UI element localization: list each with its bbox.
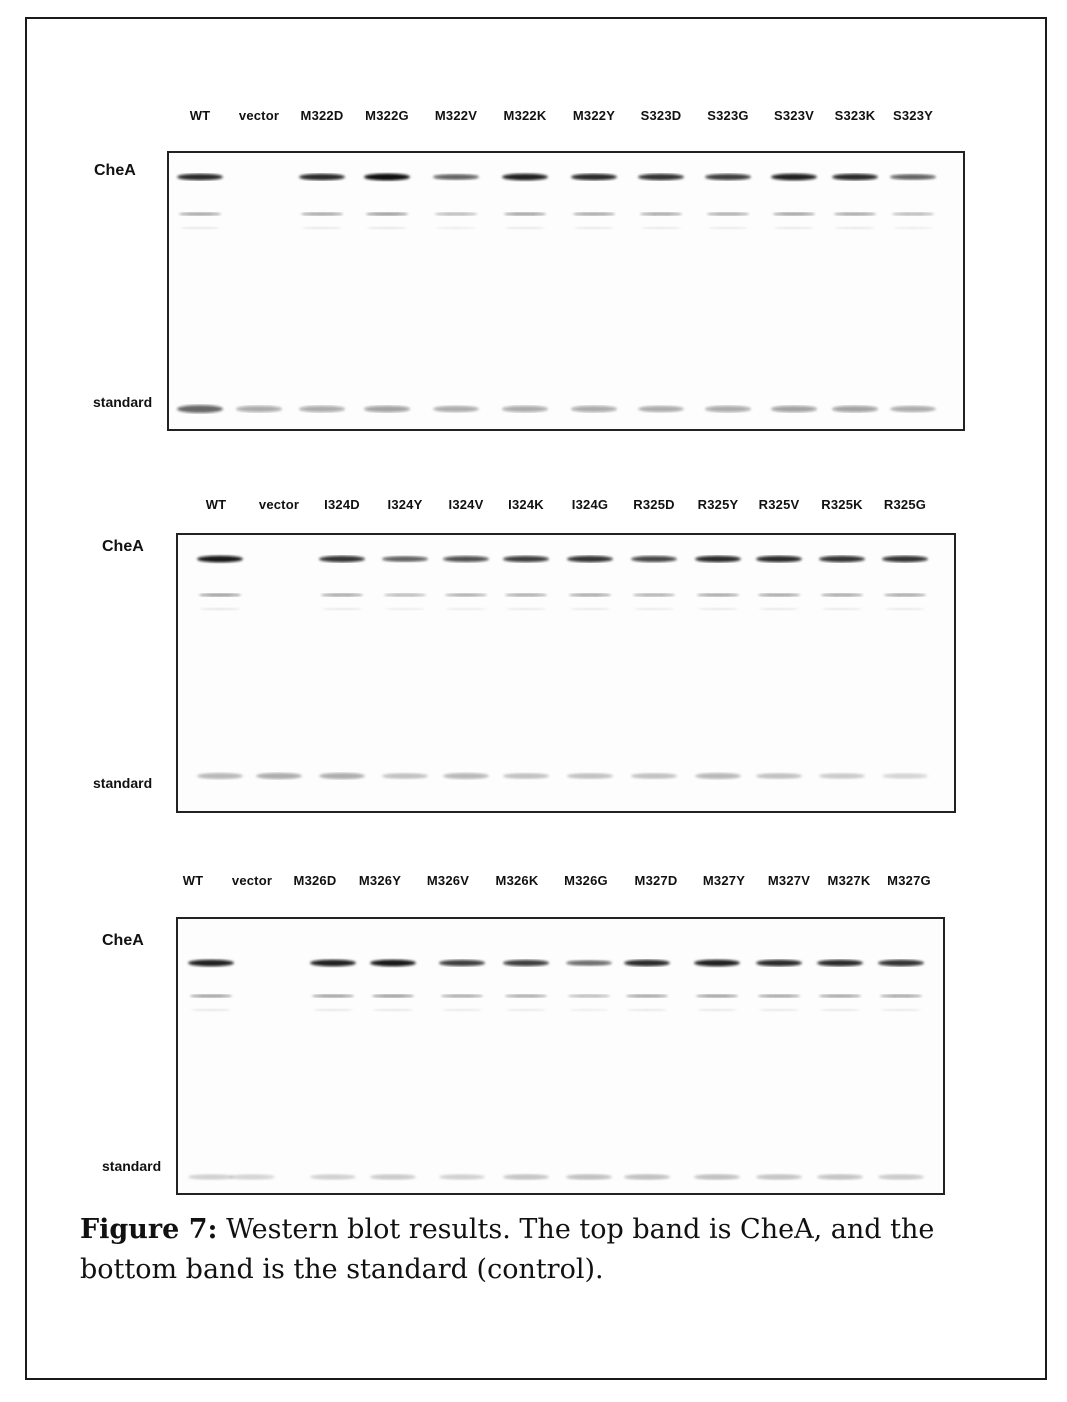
lane-label: M327Y (702, 873, 746, 888)
secondary-band (505, 995, 547, 998)
lane-label: M327G (887, 873, 931, 888)
standard-band (882, 773, 928, 778)
secondary-band (445, 594, 487, 597)
standard-band (299, 406, 345, 412)
secondary-band (697, 594, 739, 597)
faint-band (634, 608, 674, 610)
lane-label: S323Y (892, 108, 934, 123)
lane-label: R325D (633, 497, 675, 512)
standard-band (503, 1174, 549, 1180)
lane-label: S323D (640, 108, 682, 123)
chea-band (177, 174, 223, 181)
standard-band (832, 406, 878, 413)
secondary-band (707, 213, 749, 216)
lane-label: M327V (767, 873, 811, 888)
secondary-band (880, 995, 922, 998)
secondary-band (884, 594, 926, 597)
chea-band (705, 174, 751, 180)
standard-band (694, 1174, 740, 1180)
chea-band (695, 556, 741, 563)
lane-label: vector (231, 873, 273, 888)
faint-band (313, 1009, 353, 1011)
blot-membrane-3 (176, 917, 945, 1195)
lane-label: I324V (448, 497, 484, 512)
secondary-band (321, 594, 363, 597)
faint-band (505, 227, 545, 229)
standard-band (382, 773, 428, 779)
chea-band (382, 556, 428, 562)
secondary-band (696, 995, 738, 998)
standard-band (236, 406, 282, 412)
lane-label: I324Y (387, 497, 423, 512)
lane-label: R325G (883, 497, 927, 512)
faint-band (322, 608, 362, 610)
faint-band (385, 608, 425, 610)
figure-caption (80, 1210, 1010, 1290)
standard-band (878, 1174, 924, 1180)
standard-band (695, 773, 741, 779)
blot-bands (169, 153, 963, 429)
chea-band (624, 960, 670, 967)
chea-row-label: CheA (102, 538, 144, 555)
lane-label: M326D (293, 873, 337, 888)
chea-band (817, 960, 863, 967)
figure-caption-label: Figure 7: (80, 1214, 218, 1245)
faint-band (191, 1009, 231, 1011)
blot-bands (178, 535, 954, 811)
standard-band (819, 773, 865, 779)
faint-band (436, 227, 476, 229)
faint-band (446, 608, 486, 610)
lane-label: M327D (634, 873, 678, 888)
faint-band (200, 608, 240, 610)
standard-band (567, 773, 613, 779)
secondary-band (758, 995, 800, 998)
faint-band (820, 1009, 860, 1011)
chea-band (819, 556, 865, 562)
secondary-band (626, 995, 668, 998)
faint-band (708, 227, 748, 229)
secondary-band (435, 213, 477, 216)
secondary-band (441, 995, 483, 998)
lane-label: M326G (564, 873, 608, 888)
chea-band (503, 960, 549, 966)
chea-band (502, 174, 548, 181)
secondary-band (569, 594, 611, 597)
chea-band (756, 556, 802, 563)
standard-band (571, 406, 617, 412)
lane-label: I324D (324, 497, 360, 512)
lane-label: S323V (773, 108, 815, 123)
faint-band (881, 1009, 921, 1011)
lane-label: I324G (571, 497, 609, 512)
secondary-band (568, 995, 610, 998)
faint-band (442, 1009, 482, 1011)
secondary-band (301, 213, 343, 216)
standard-band (370, 1174, 416, 1180)
lane-label: S323G (707, 108, 749, 123)
secondary-band (199, 594, 241, 597)
secondary-band (640, 213, 682, 216)
secondary-band (384, 594, 426, 597)
lane-label: R325Y (697, 497, 739, 512)
faint-band (835, 227, 875, 229)
chea-band (638, 174, 684, 180)
secondary-band (773, 213, 815, 216)
standard-band (310, 1174, 356, 1179)
blot-membrane-2 (176, 533, 956, 813)
standard-band (756, 1174, 802, 1180)
faint-band (367, 227, 407, 229)
chea-band (566, 960, 612, 966)
lane-label: M322K (503, 108, 547, 123)
faint-band (822, 608, 862, 610)
standard-band (631, 773, 677, 779)
lane-label: M326K (495, 873, 539, 888)
chea-band (299, 174, 345, 181)
faint-band (574, 227, 614, 229)
standard-band (177, 405, 223, 413)
standard-band (364, 406, 410, 413)
chea-band (370, 960, 416, 967)
lane-label: M322Y (572, 108, 616, 123)
standard-band (188, 1174, 234, 1179)
lane-label: S323K (834, 108, 876, 123)
standard-band (319, 773, 365, 779)
chea-band (832, 174, 878, 181)
secondary-band (504, 213, 546, 216)
secondary-band (312, 995, 354, 998)
standard-band (229, 1174, 275, 1179)
secondary-band (573, 213, 615, 216)
standard-band (817, 1174, 863, 1180)
secondary-band (179, 213, 221, 216)
chea-band (433, 174, 479, 180)
lane-label: WT (189, 108, 211, 123)
faint-band (373, 1009, 413, 1011)
faint-band (570, 608, 610, 610)
lane-label: M322G (365, 108, 409, 123)
faint-band (774, 227, 814, 229)
secondary-band (633, 594, 675, 597)
lane-label: M326Y (358, 873, 402, 888)
standard-band (502, 406, 548, 412)
faint-band (893, 227, 933, 229)
lane-label: WT (205, 497, 227, 512)
standard-band (771, 406, 817, 413)
faint-band (506, 1009, 546, 1011)
blot-membrane-1 (167, 151, 965, 431)
chea-band (439, 960, 485, 966)
lane-label: I324K (508, 497, 544, 512)
secondary-band (834, 213, 876, 216)
lane-label: vector (238, 108, 280, 123)
chea-band (756, 960, 802, 967)
standard-band (624, 1174, 670, 1180)
faint-band (569, 1009, 609, 1011)
chea-row-label: CheA (94, 162, 136, 179)
chea-band (364, 174, 410, 181)
faint-band (641, 227, 681, 229)
chea-band (882, 556, 928, 562)
secondary-band (372, 995, 414, 998)
chea-band (878, 960, 924, 966)
lane-label: M326V (426, 873, 470, 888)
standard-band (705, 406, 751, 412)
lane-label: R325V (758, 497, 800, 512)
secondary-band (819, 995, 861, 998)
lane-label: M322D (300, 108, 344, 123)
secondary-band (821, 594, 863, 597)
chea-band (631, 556, 677, 562)
standard-band (890, 406, 936, 412)
lane-label: vector (258, 497, 300, 512)
faint-band (506, 608, 546, 610)
figure-caption-text: Western blot results. The top band is CheA, and the bottom band is the standard (control). (80, 1214, 935, 1285)
chea-band (890, 174, 936, 180)
chea-band (771, 174, 817, 181)
standard-row-label: standard (93, 775, 153, 791)
standard-row-label: standard (102, 1158, 162, 1174)
lane-label: M327K (827, 873, 871, 888)
chea-band (188, 960, 234, 967)
standard-row-label: standard (93, 394, 153, 410)
lane-label: R325K (821, 497, 863, 512)
standard-band (566, 1174, 612, 1180)
faint-band (759, 1009, 799, 1011)
standard-band (197, 773, 243, 779)
chea-band (694, 960, 740, 967)
faint-band (697, 1009, 737, 1011)
faint-band (302, 227, 342, 229)
standard-band (503, 773, 549, 779)
chea-band (310, 960, 356, 967)
standard-band (256, 773, 302, 779)
faint-band (885, 608, 925, 610)
standard-band (638, 406, 684, 412)
faint-band (698, 608, 738, 610)
lane-label: WT (182, 873, 204, 888)
chea-band (197, 556, 243, 563)
chea-band (503, 556, 549, 562)
standard-band (439, 1174, 485, 1179)
secondary-band (758, 594, 800, 597)
chea-band (571, 174, 617, 181)
faint-band (180, 227, 220, 229)
chea-row-label: CheA (102, 932, 144, 949)
standard-band (756, 773, 802, 779)
chea-band (443, 556, 489, 562)
secondary-band (505, 594, 547, 597)
secondary-band (190, 995, 232, 998)
standard-band (443, 773, 489, 779)
secondary-band (366, 213, 408, 216)
faint-band (759, 608, 799, 610)
chea-band (567, 556, 613, 562)
chea-band (319, 556, 365, 562)
blot-bands (178, 919, 943, 1193)
secondary-band (892, 213, 934, 216)
standard-band (433, 406, 479, 412)
faint-band (627, 1009, 667, 1011)
lane-label: M322V (434, 108, 478, 123)
